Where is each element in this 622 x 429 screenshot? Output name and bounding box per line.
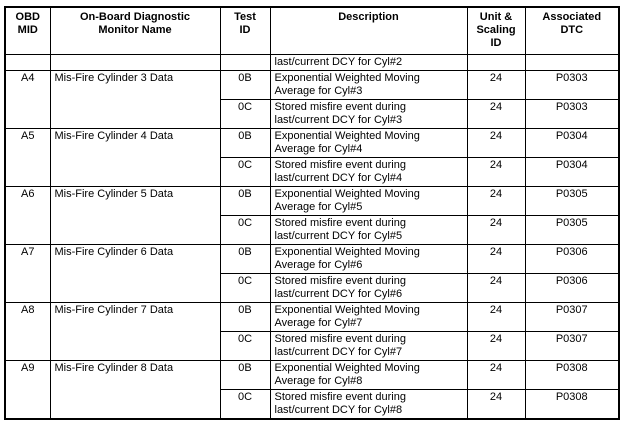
cell-dtc: P0303: [525, 71, 619, 100]
cell-description: Exponential Weighted Moving Average for Cyl#8: [270, 361, 467, 390]
cell-test-id: 0C: [220, 390, 270, 420]
table-row: [5, 129, 619, 158]
cell-test-id: 0B: [220, 361, 270, 390]
cell-unit-scaling: 24: [467, 129, 525, 158]
cell-monitor-name: Mis-Fire Cylinder 5 Data: [50, 187, 220, 245]
cell-test-id: 0B: [220, 187, 270, 216]
cell-dtc: P0304: [525, 158, 619, 187]
cell-monitor-name: Mis-Fire Cylinder 8 Data: [50, 361, 220, 420]
table-row: [5, 245, 619, 274]
cell-unit-scaling: 24: [467, 390, 525, 420]
cell-description: Exponential Weighted Moving Average for Cyl#6: [270, 245, 467, 274]
cell-obd-mid: A9: [5, 361, 50, 420]
cell-obd-mid: A7: [5, 245, 50, 303]
header-row: [5, 7, 619, 55]
cell-monitor-name: Mis-Fire Cylinder 7 Data: [50, 303, 220, 361]
cell-obd-mid: A8: [5, 303, 50, 361]
cell-unit-scaling: 24: [467, 71, 525, 100]
cell-dtc: P0305: [525, 187, 619, 216]
cell-unit-scaling: 24: [467, 100, 525, 129]
cell-dtc: P0306: [525, 245, 619, 274]
cell-description: Stored misfire event during last/current DCY for Cyl#4: [270, 158, 467, 187]
cell-unit-scaling: 24: [467, 245, 525, 274]
cell-description: Exponential Weighted Moving Average for Cyl#3: [270, 71, 467, 100]
cell-description: last/current DCY for Cyl#2: [270, 55, 467, 71]
cell-unit-scaling: 24: [467, 158, 525, 187]
cell-description: Exponential Weighted Moving Average for Cyl#4: [270, 129, 467, 158]
cell-test: [220, 55, 270, 71]
cell-obd-mid: A6: [5, 187, 50, 245]
cell-test-id: 0C: [220, 216, 270, 245]
cell-name: [50, 55, 220, 71]
cell-test-id: 0B: [220, 71, 270, 100]
header-obd-mid: OBD MID: [5, 7, 50, 55]
table-row: [5, 71, 619, 100]
cell-dtc: P0308: [525, 361, 619, 390]
cell-dtc: P0307: [525, 332, 619, 361]
cell-test-id: 0C: [220, 158, 270, 187]
cell-unit-scaling: 24: [467, 361, 525, 390]
cell-monitor-name: Mis-Fire Cylinder 6 Data: [50, 245, 220, 303]
header-unit-scaling: Unit & Scaling ID: [467, 7, 525, 55]
cell-monitor-name: Mis-Fire Cylinder 4 Data: [50, 129, 220, 187]
cell-test-id: 0C: [220, 332, 270, 361]
cell-description: Stored misfire event during last/current DCY for Cyl#5: [270, 216, 467, 245]
cell-test-id: 0B: [220, 245, 270, 274]
cell-dtc: P0307: [525, 303, 619, 332]
cell-unit-scaling: 24: [467, 187, 525, 216]
header-monitor-name: On-Board Diagnostic Monitor Name: [50, 7, 220, 55]
cell-mid: [5, 55, 50, 71]
cell-dtc: P0303: [525, 100, 619, 129]
cell-obd-mid: A5: [5, 129, 50, 187]
cell-unit: [467, 55, 525, 71]
cell-test-id: 0B: [220, 129, 270, 158]
cell-description: Exponential Weighted Moving Average for Cyl#7: [270, 303, 467, 332]
table-row: [5, 361, 619, 390]
header-test-id: Test ID: [220, 7, 270, 55]
cell-description: Stored misfire event during last/current DCY for Cyl#8: [270, 390, 467, 420]
cell-unit-scaling: 24: [467, 332, 525, 361]
cell-unit-scaling: 24: [467, 216, 525, 245]
cell-dtc: P0308: [525, 390, 619, 420]
cell-description: Stored misfire event during last/current DCY for Cyl#7: [270, 332, 467, 361]
cell-description: Exponential Weighted Moving Average for Cyl#5: [270, 187, 467, 216]
table-row: [5, 187, 619, 216]
cell-dtc: P0304: [525, 129, 619, 158]
cell-dtc: [525, 55, 619, 71]
cell-unit-scaling: 24: [467, 303, 525, 332]
cell-description: Stored misfire event during last/current DCY for Cyl#6: [270, 274, 467, 303]
cell-unit-scaling: 24: [467, 274, 525, 303]
cell-obd-mid: A4: [5, 71, 50, 129]
header-description: Description: [270, 7, 467, 55]
cell-monitor-name: Mis-Fire Cylinder 3 Data: [50, 71, 220, 129]
cell-test-id: 0C: [220, 274, 270, 303]
cell-dtc: P0306: [525, 274, 619, 303]
cell-description: Stored misfire event during last/current DCY for Cyl#3: [270, 100, 467, 129]
cell-test-id: 0B: [220, 303, 270, 332]
cell-dtc: P0305: [525, 216, 619, 245]
table-row-continued: [5, 55, 619, 71]
table-body: [5, 55, 619, 420]
table-row: [5, 303, 619, 332]
header-dtc: Associated DTC: [525, 7, 619, 55]
cell-test-id: 0C: [220, 100, 270, 129]
obd-monitor-table: [4, 6, 620, 420]
